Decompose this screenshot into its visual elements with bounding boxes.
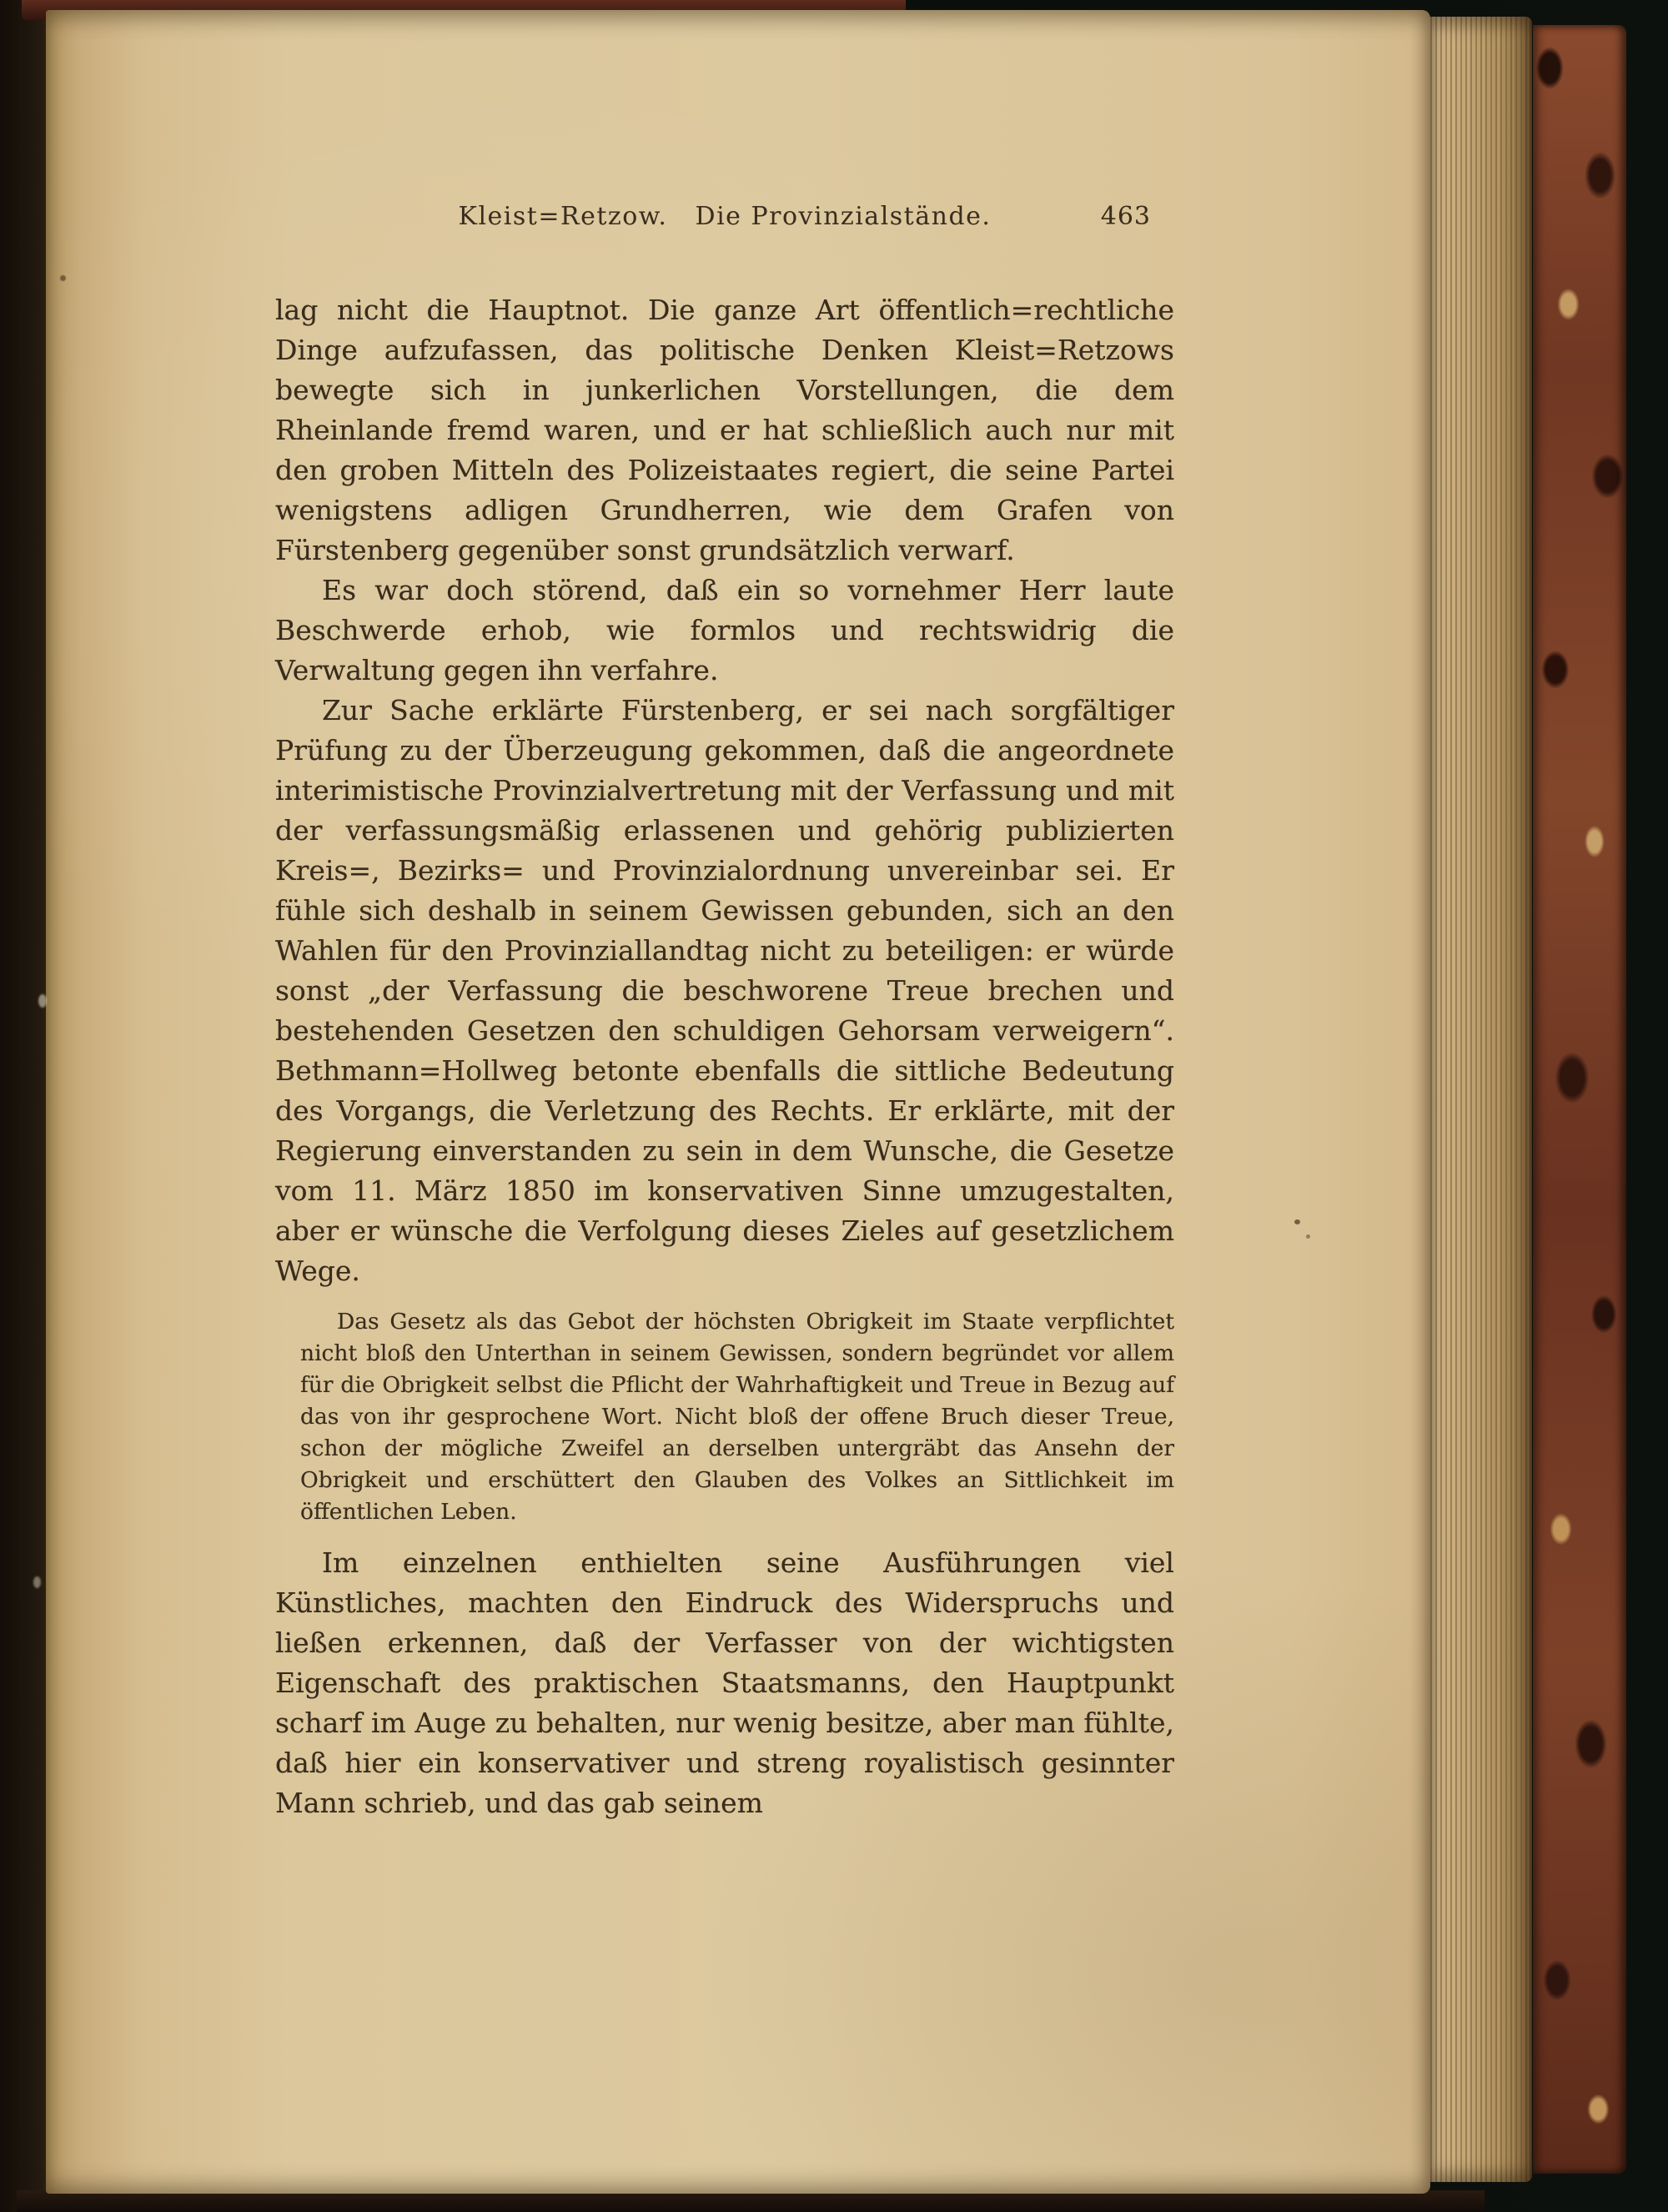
page-edge-stack — [1430, 17, 1532, 2182]
binding-speck — [33, 1576, 41, 1588]
binding-speck — [38, 994, 47, 1008]
page-content — [275, 202, 1174, 1823]
marbled-cover-edge — [1533, 25, 1626, 2174]
ink-speck — [1294, 1219, 1300, 1224]
small-print-quotation: Das Gesetz als das Gebot der höchsten Obrigkeit im Staate verpflichtet nicht bloß den Unterthan in seinem Gewissen, sondern begründet vor allem für die Obrigkeit selbst die Pflicht der Wahrhaftigkeit und Treue in Bezug auf das von ihr gesprochene Wort. Nicht bloß der offene Bruch dieser Treue, schon der mögliche Zweifel an derselben untergräbt das Ansehn der Obrigkeit und erschüttert den Glauben des Volkes an Sittlichkeit im öffentlichen Leben. — [300, 1309, 1174, 1525]
page-header — [275, 202, 1174, 239]
binding-speck — [60, 275, 66, 281]
text-block — [275, 290, 1174, 1823]
ink-speck — [1306, 1234, 1310, 1239]
paragraph: Im einzelnen enthielten seine Ausführungen viel Künstliches, machten den Eindruck des Widerspruchs und ließen erkennen, daß der Verfasser von der wichtigsten Eigenschaft des praktischen Staatsmanns, den Hauptpunkt scharf im Auge zu behalten, nur wenig besitze, aber man fühlte, daß hier ein konservativer und streng royalistisch gesinnter Mann schrieb, und das gab seinem — [275, 1546, 1174, 1819]
page-number: 463 — [1100, 202, 1151, 231]
paragraph: Zur Sache erklärte Fürstenberg, er sei nach sorgfältiger Prüfung zu der Überzeugung gekommen, daß die angeordnete interimistische Provinzialvertretung mit der Verfassung und mit der verfassungsmäßig erlassenen und gehörig publizierten Kreis=, Bezirks= und Provinzialordnung unvereinbar sei. Er fühle sich deshalb in seinem Gewissen gebunden, sich an den Wahlen für den Provinziallandtag nicht zu beteiligen: er würde sonst „der Verfassung die beschworene Treue brechen und bestehenden Gesetzen den schuldigen Gehorsam verweigern“. Bethmann=Hollweg betonte ebenfalls die sittliche Bedeutung des Vorgangs, die Verletzung des Rechts. Er erklärte, mit der Regierung einverstanden zu sein in dem Wunsche, die Gesetze vom 11. März 1850 im konservativen Sinne umzugestalten, aber er wünsche die Verfolgung dieses Zieles auf gesetzlichem Wege. — [275, 694, 1174, 1287]
paragraph-continued: lag nicht die Hauptnot. Die ganze Art öffentlich=rechtliche Dinge aufzufassen, das politische Denken Kleist=Retzows bewegte sich in junkerlichen Vorstellungen, die dem Rheinlande fremd waren, und er hat schließlich auch nur mit den groben Mitteln des Polizeistaates regiert, die seine Partei wenigstens adligen Grundherren, wie dem Grafen von Fürstenberg gegenüber sonst grundsätzlich verwarf. — [275, 294, 1174, 566]
running-header: Kleist=Retzow. Die Provinzialstände. — [458, 202, 992, 231]
paragraph: Es war doch störend, daß ein so vornehmer Herr laute Beschwerde erhob, wie formlos und rechtswidrig die Verwaltung gegen ihn verfahre. — [275, 574, 1174, 686]
book-page — [46, 10, 1430, 2194]
